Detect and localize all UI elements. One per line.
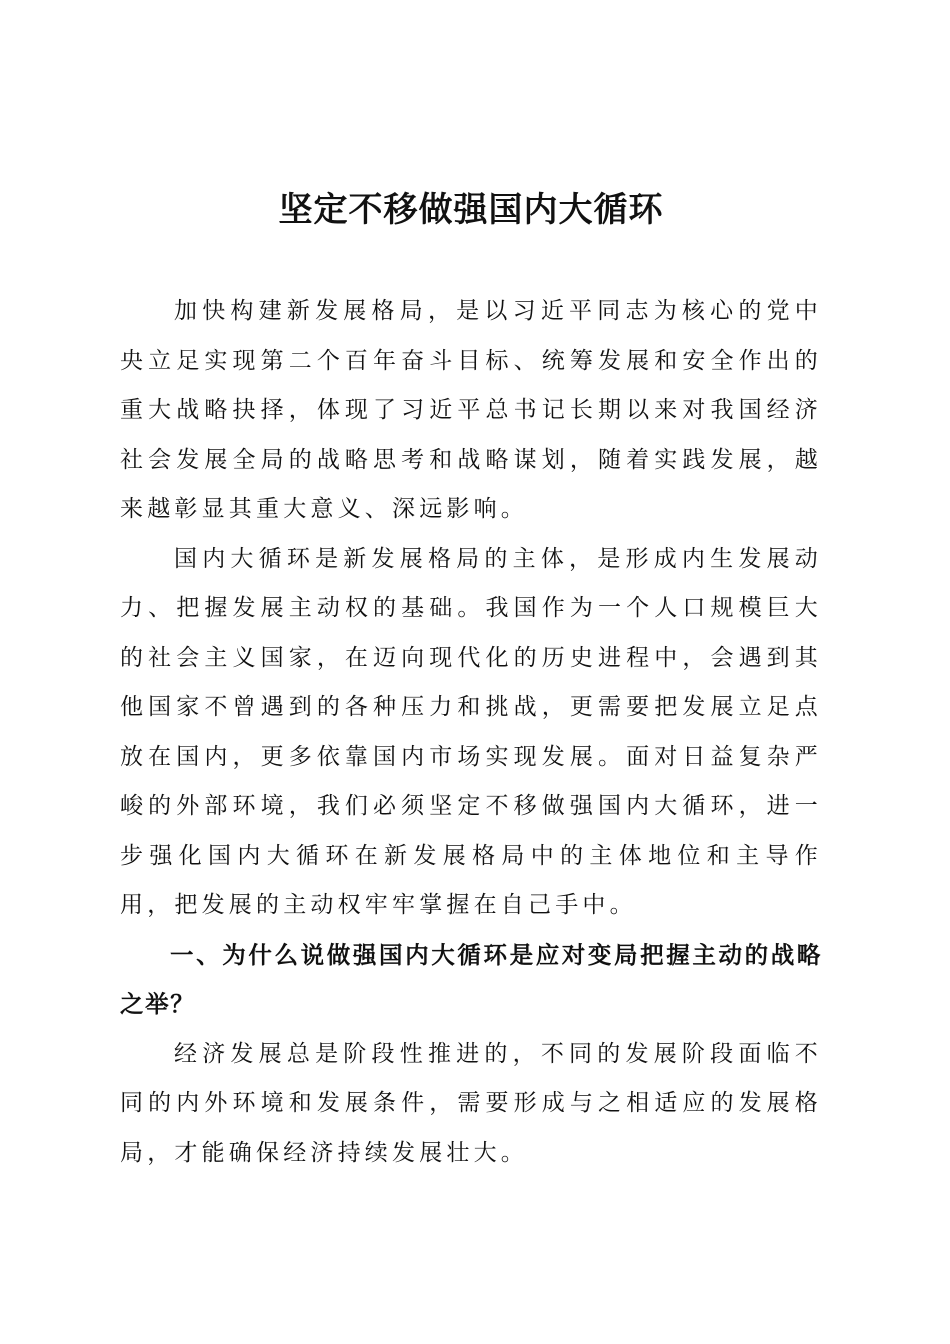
paragraph-domestic-circulation: 国内大循环是新发展格局的主体，是形成内生发展动力、把握发展主动权的基础。我国作为一个人口规模巨大的社会主义国家，在迈向现代化的历史进程中，会遇到其他国家不曾遇到的各种压力和挑战，更需要把发展立足点放在国内，更多依靠国内市场实现发展。面对日益复杂严峻的外部环境，我们必须坚定不移做强国内大循环，进一步强化国内大循环在新发展格局中的主体地位和主导作用，把发展的主动权牢牢掌握在自己手中。 [120, 545, 822, 918]
paragraph-section-1: 经济发展总是阶段性推进的，不同的发展阶段面临不同的内外环境和发展条件，需要形成与之相适应的发展格局，才能确保经济持续发展壮大。 [120, 1040, 822, 1166]
document-body [120, 287, 822, 1178]
document-title: 坚定不移做强国内大循环 [278, 190, 664, 230]
section-heading-1: 一、为什么说做强国内大循环是应对变局把握主动的战略之举？ [120, 940, 822, 1018]
paragraph-intro: 加快构建新发展格局，是以习近平同志为核心的党中央立足实现第二个百年奋斗目标、统筹发展和安全作出的重大战略抉择，体现了习近平总书记长期以来对我国经济社会发展全局的战略思考和战略谋划，随着实践发展，越来越彰显其重大意义、深远影响。 [120, 298, 822, 522]
